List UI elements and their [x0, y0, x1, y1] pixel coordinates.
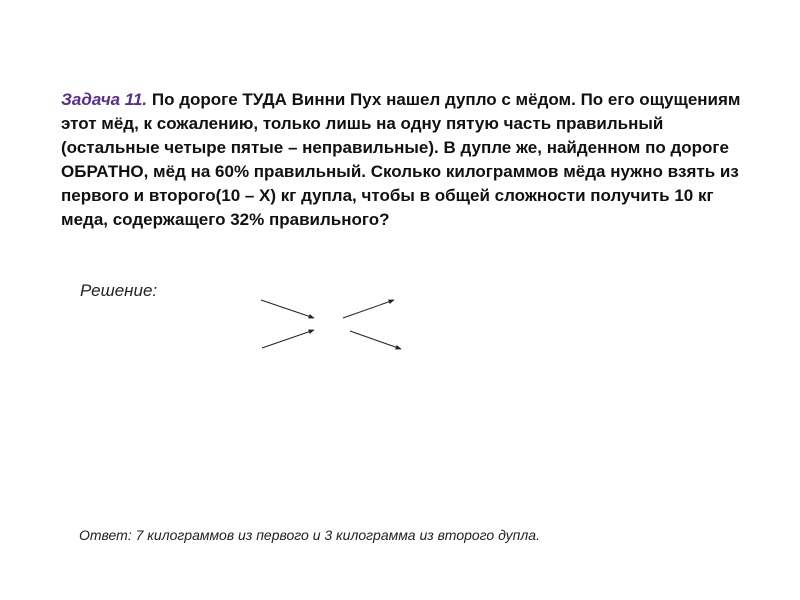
problem-label: Задача 11.: [61, 90, 148, 109]
arrow-bottom-left: [262, 330, 314, 348]
arrow-bottom-right: [350, 331, 401, 349]
problem-text: По дороге ТУДА Винни Пух нашел дупло с мёдом. По его ощущениям этот мёд, к сожалению, только лишь на одну пятую часть правильный (остальные четыре пятые – неправильные). В дупле же, найденном по дороге ОБРАТНО, мёд на 60% правильный. Сколько килограммов мёда нужно взять из первого и второго(10 – Х) кг дупла, чтобы в общей сложности получить 10 кг меда, содержащего 32% правильного?: [61, 90, 741, 229]
arrow-top-right: [343, 300, 394, 318]
answer-text: Ответ: 7 килограммов из первого и 3 килограмма из второго дупла.: [79, 527, 540, 543]
solution-label: Решение:: [80, 281, 158, 300]
arrow-top-left: [261, 300, 314, 318]
